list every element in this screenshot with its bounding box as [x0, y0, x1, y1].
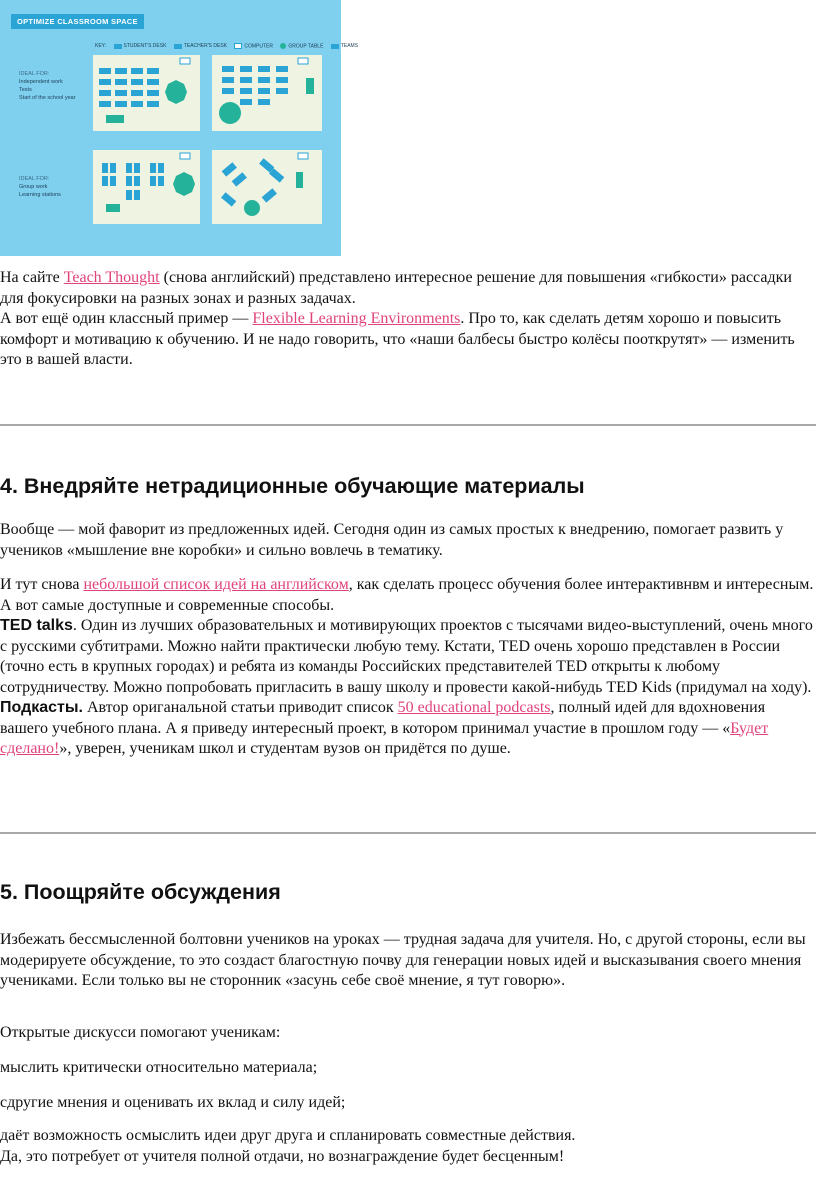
list-item: даёт возможность осмыслить идеи друг друга и спланировать совместные действия.: [0, 1127, 576, 1144]
section-5-closing: даёт возможность осмыслить идеи друг друга и спланировать совместные действия. Да, это потребует от учителя полной отдачи, но вознаграждение будет бесценным!: [0, 1127, 576, 1165]
section-4-heading: 4. Внедряйте нетрадиционные обучающие материалы: [0, 474, 585, 498]
divider: [0, 832, 816, 834]
list-item: сдругие мнения и оценивать их вклад и силу идей;: [0, 1094, 346, 1111]
ideal-for-group: IDEAL FOR: Group work Learning stations: [19, 176, 61, 198]
ted-talks-label: TED talks: [0, 617, 73, 634]
room-diagonal: [212, 150, 322, 224]
classroom-layouts-drawing: [0, 0, 341, 256]
divider: [0, 424, 816, 426]
section-5-open: Открытые дискусси помогают ученикам:: [0, 1024, 281, 1041]
infographic-key: KEY: STUDENT'S DESK TEACHER'S DESK COMPUTER GROUP TABLE TEAMS: [95, 43, 359, 50]
link-ideas-list[interactable]: небольшой список идей на английском: [83, 576, 349, 593]
room-pods: [93, 150, 200, 224]
section-5-heading: 5. Поощряйте обсуждения: [0, 880, 281, 904]
section-4-intro: Вообще — мой фаворит из предложенных идей. Сегодня один из самых простых к внедрению, помогает развить у учеников «мышление вне коробки» и сильно вовлечь в тематику.: [0, 521, 784, 559]
ideal-for-independent: IDEAL FOR: Independent work Tests Start of the school year: [19, 71, 76, 101]
link-teach-thought[interactable]: Teach Thought: [63, 269, 160, 286]
paragraph-teach-thought: На сайте Teach Thought (снова английский) представлено интересное решение для повышения «гибкости» рассадки для фокусировки на разных зонах и разных задачах. А вот ещё один классный пример — Flexible Learning Environments. Про то, как сделать детям хорошо и повысить комфорт и мотивацию к обучению. И не надо говорить, что «наши балбесы быстро колёсы пооткрутят» — изменить это в вашей власти.: [0, 269, 795, 368]
section-5-intro: Избежать бессмысленной болтовни учеников на уроках — трудная задача для учителя. Но, с другой стороны, если вы модерируете обсуждение, то это создаст благостную почву для генерации новых идей и высказывания своего мнения учениками. Если только вы не сторонник «засунь себе своё мнение, я тут говорю».: [0, 931, 806, 989]
room-rows: [93, 55, 200, 131]
link-budet-sdelano[interactable]: Будет сделано!: [0, 719, 769, 757]
classroom-infographic: [0, 0, 359, 256]
link-flexible-learning[interactable]: Flexible Learning Environments: [252, 310, 461, 327]
link-podcasts[interactable]: 50 educational podcasts: [397, 699, 551, 716]
infographic-title: OPTIMIZE CLASSROOM SPACE: [11, 14, 144, 29]
list-item: мыслить критически относительно материала;: [0, 1059, 318, 1076]
section-4-body: И тут снова небольшой список идей на английском, как сделать процесс обучения более интерактивнвм и интересным. А вот самые доступные и современные способы. TED talks. Один из лучших образовательных и мотивирующих проектов с тысячами видео-выступлений, очень много с русскими субтитрами. Можно найти практически любую тему. Кстати, TED очень хорошо представлен в России (точно есть в крупных городах) и ребята из команды Российских представителей TED открыты к любому сотрудничеству. Можно попробовать пригласить в вашу школу и провести какой-нибудь TED Kids (придумал на ходу). Подкасты. Автор ориганальной статьи приводит список 50 educational podcasts, полный идей для вдохновения вашего учебного плана. А я приведу интересный проект, в котором принимал участие в прошлом году — «Будет сделано!», уверен, ученикам школ и студентам вузов он придётся по душе.: [0, 576, 814, 757]
podcasts-label: Подкасты.: [0, 699, 83, 716]
room-rows-2: [212, 55, 322, 131]
